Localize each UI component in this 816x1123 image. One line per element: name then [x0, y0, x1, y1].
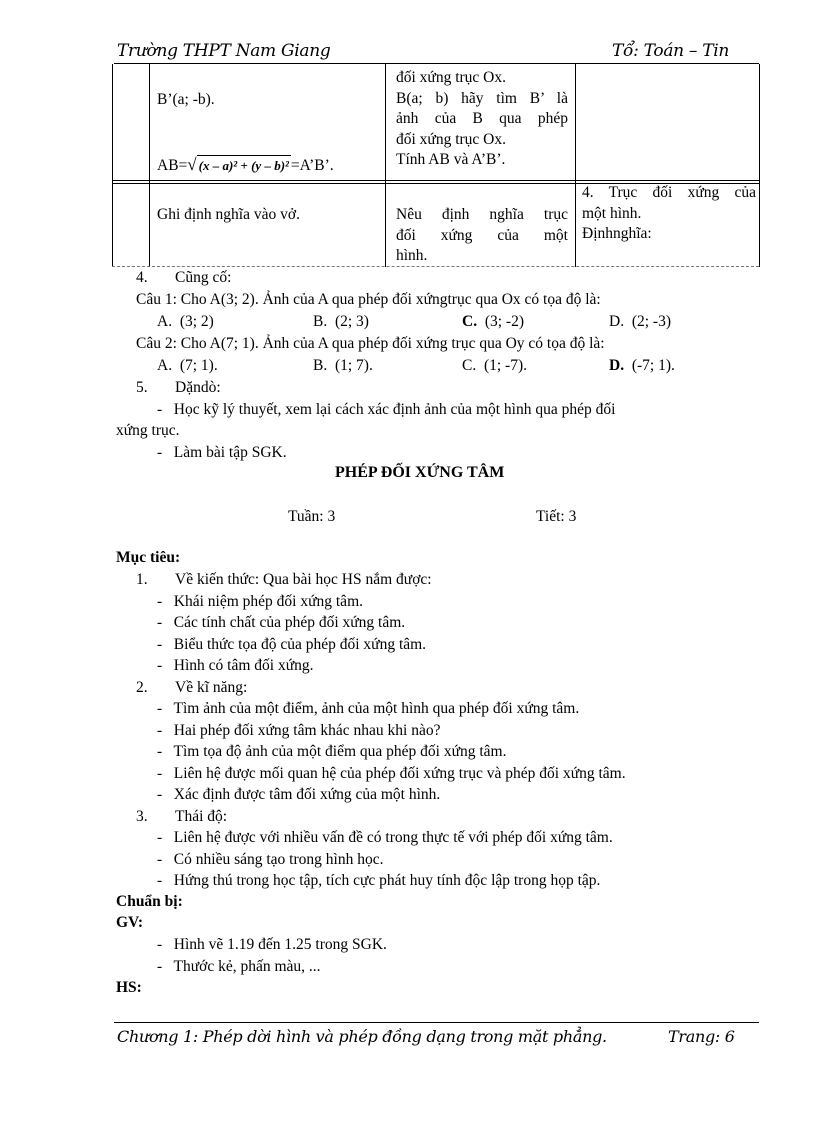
lesson-period: Tiết: 3: [536, 508, 577, 525]
student-ab-formula: AB=√ (x – a)² + (y – b)² =A’B’.: [157, 155, 334, 177]
list-item: - Khái niệm phép đối xứng tâm.: [157, 593, 363, 610]
gv-label: GV:: [116, 914, 143, 931]
attitude-num: 3.: [136, 808, 148, 825]
q2-option-b: B. (1; 7).: [313, 357, 373, 374]
list-item: - Liên hệ được với nhiều vấn đề có trong thực tế với phép đối xứng tâm.: [157, 829, 613, 846]
header-school: Trường THPT Nam Giang: [117, 41, 331, 61]
consolidation-num: 4.: [136, 269, 148, 286]
question-1: Câu 1: Cho A(3; 2). Ảnh của A qua phép đối xứngtrục qua Ox có tọa độ là:: [136, 291, 601, 308]
header-department: Tổ: Toán – Tin: [612, 41, 730, 61]
list-item: - Biểu thức tọa độ của phép đối xứng tâm.: [157, 636, 427, 653]
list-item: - Hứng thú trong học tập, tích cực phát huy tính độc lập trong họp tập.: [157, 872, 601, 889]
footer-page-number: Trang: 6: [668, 1027, 735, 1046]
list-item: - Tìm tọa độ ảnh của một điểm qua phép đối xứng tâm.: [157, 743, 507, 760]
homework-num: 5.: [136, 379, 148, 396]
list-item: - Liên hệ được mối quan hệ của phép đối xứng trục và phép đối xứng tâm.: [157, 765, 626, 782]
question-2: Câu 2: Cho A(7; 1). Ảnh của A qua phép đối xứng trục qua Oy có tọa độ là:: [136, 335, 605, 352]
list-item: - Có nhiều sáng tạo trong hình học.: [157, 851, 384, 868]
teacher-activity-1: đối xứng trục Ox. B(a; b) hãy tìm B’ là ảnh của B qua phép đối xứng trục Ox. Tính AB và A’B’.: [396, 69, 568, 168]
q2-option-a: A. (7; 1).: [157, 357, 218, 374]
lesson-week: Tuần: 3: [288, 508, 336, 525]
preparation-heading: Chuẩn bị:: [116, 893, 183, 910]
attitude-heading: Thái độ:: [175, 808, 228, 825]
consolidation-heading: Cũng cố:: [175, 269, 232, 286]
header-rule: [114, 63, 759, 64]
teacher-activity-2: Nêu định nghĩa trục đối xứng của một hình.: [396, 206, 568, 264]
knowledge-heading: Về kiến thức: Qua bài học HS nắm được:: [175, 571, 432, 588]
lesson-title: PHÉP ĐỐI XỨNG TÂM: [335, 464, 505, 481]
homework-item-1-cont: xứng trục.: [116, 422, 180, 439]
list-item: - Tìm ảnh của một điểm, ảnh của một hình qua phép đối xứng tâm.: [157, 700, 580, 717]
list-item: - Hình có tâm đối xứng.: [157, 657, 314, 674]
list-item: - Hình vẽ 1.19 đến 1.25 trong SGK.: [157, 936, 387, 953]
list-item: - Thước kẻ, phấn màu, ...: [157, 958, 321, 975]
student-b-prime: B’(a; -b).: [157, 91, 215, 108]
homework-heading: Dặndò:: [175, 379, 221, 396]
q2-option-d: D. (-7; 1).: [609, 357, 675, 374]
q1-option-a: A. (3; 2): [157, 313, 214, 330]
objectives-heading: Mục tiêu:: [116, 549, 181, 566]
list-item: - Các tính chất của phép đối xứng tâm.: [157, 614, 406, 631]
skills-num: 2.: [136, 679, 148, 696]
content-axis-symmetry: 4. Trục đối xứng của một hình. Địnhnghĩa:: [582, 184, 756, 242]
student-activity-2: Ghi định nghĩa vào vở.: [157, 206, 300, 223]
footer-chapter: Chương 1: Phép dời hình và phép đồng dạng trong mặt phẳng.: [117, 1027, 607, 1046]
hs-label: HS:: [116, 979, 142, 996]
skills-heading: Về kĩ năng:: [175, 679, 248, 696]
q2-option-c: C. (1; -7).: [462, 357, 528, 374]
homework-item-2: - Làm bài tập SGK.: [157, 444, 287, 461]
list-item: - Hai phép đối xứng tâm khác nhau khi nào?: [157, 722, 441, 739]
q1-option-c: C. (3; -2): [462, 313, 524, 330]
list-item: - Xác định được tâm đối xứng của một hình.: [157, 786, 441, 803]
homework-item-1: - Học kỹ lý thuyết, xem lại cách xác định ảnh của một hình qua phép đối: [157, 401, 616, 418]
footer-rule: [114, 1022, 759, 1023]
knowledge-num: 1.: [136, 571, 148, 588]
q1-option-b: B. (2; 3): [313, 313, 369, 330]
q1-option-d: D. (2; -3): [609, 313, 671, 330]
